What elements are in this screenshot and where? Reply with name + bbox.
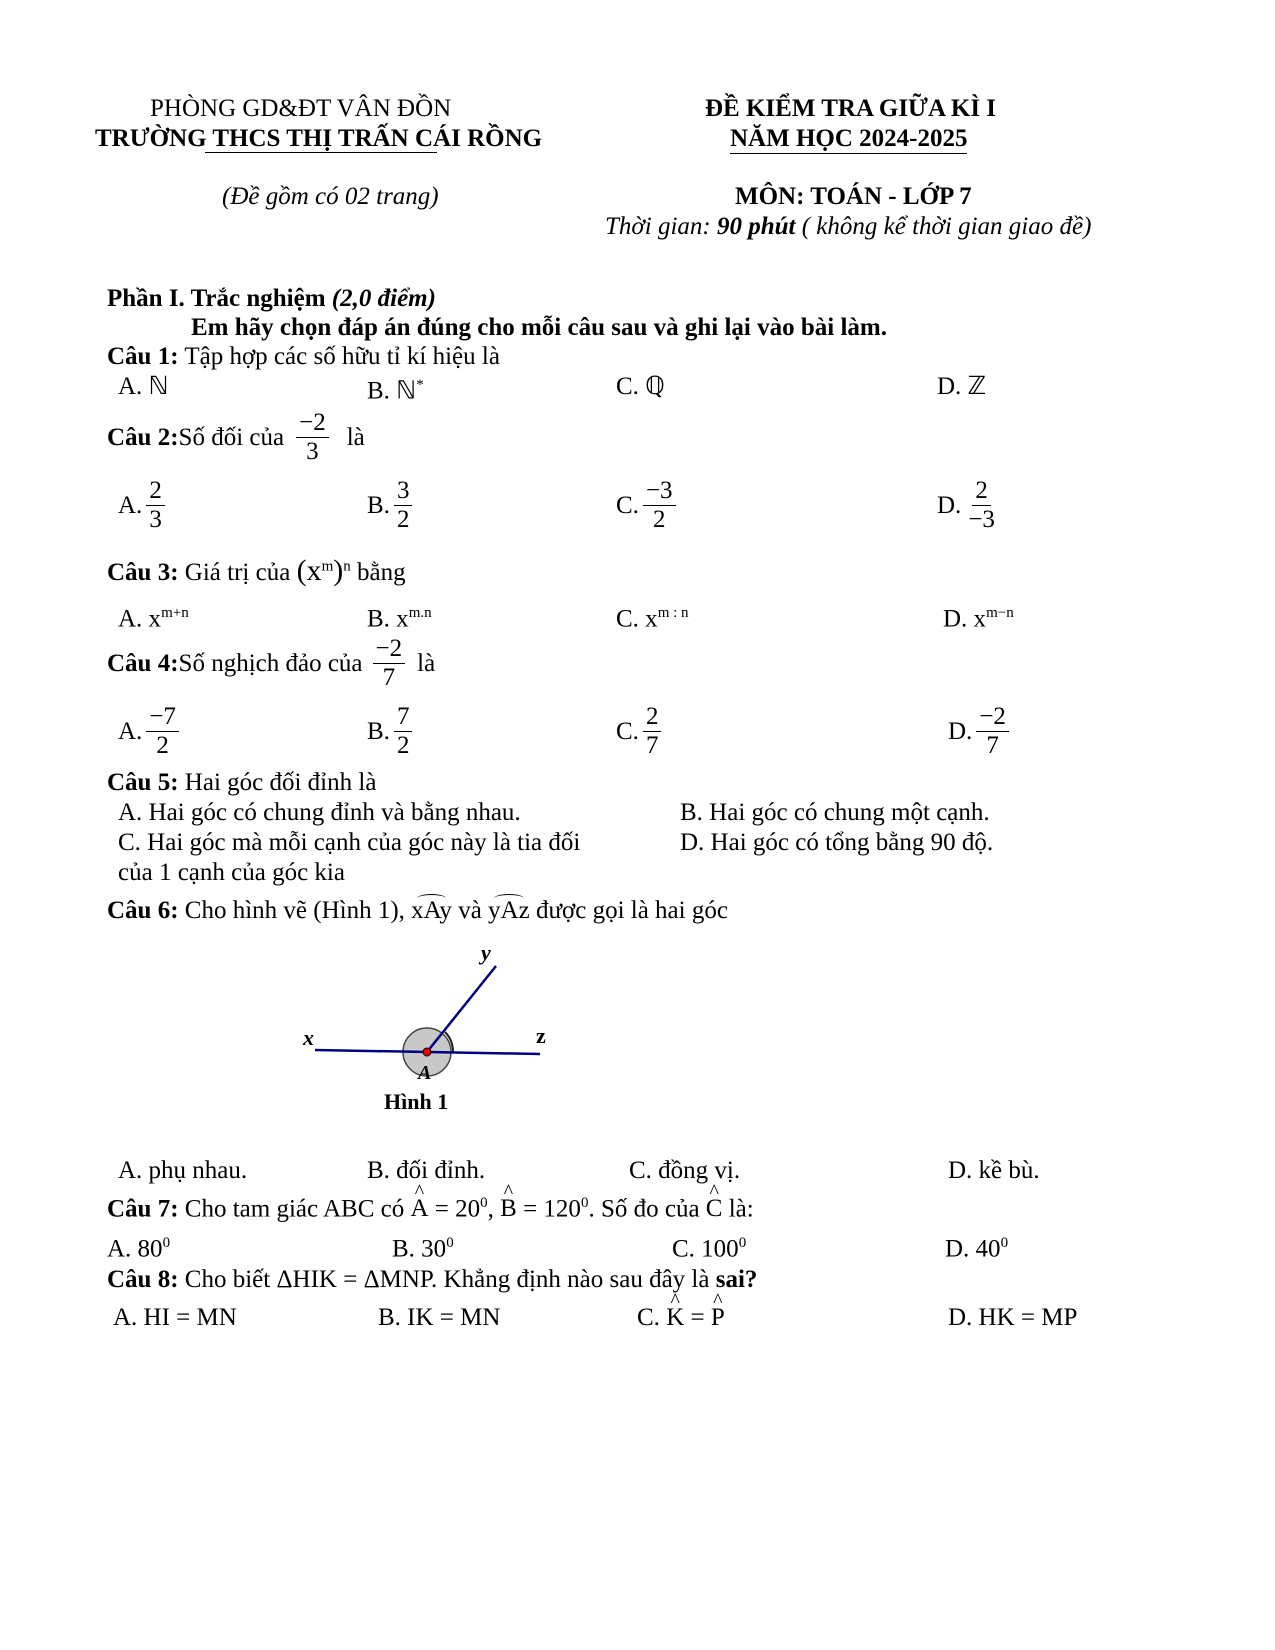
q4-frac-den: 7	[382, 664, 396, 692]
q7-option-c	[672, 1236, 746, 1261]
q7-eq-a: = 20	[428, 1195, 481, 1223]
q7-text: Cho tam giác ABC có	[178, 1195, 411, 1223]
q1-option-a: A. ℕ	[118, 373, 169, 400]
q3-d-sup: m−n	[986, 605, 1014, 621]
q7-a-text: A. 80	[107, 1235, 163, 1263]
q7-mid: . Số đo của	[588, 1195, 706, 1223]
q3-a-text: A. x	[118, 605, 162, 633]
q5-option-a: A. Hai góc có chung đỉnh và bằng nhau.	[118, 799, 521, 826]
q3-expr-n: n	[343, 558, 351, 575]
q2-b-frac	[394, 478, 413, 534]
q4-option-b	[367, 704, 416, 760]
q4-c-frac	[643, 704, 662, 760]
time-value: 90 phút	[716, 213, 796, 240]
question-1	[107, 344, 500, 369]
question-5	[107, 770, 376, 795]
q8-option-a: A. HI = MN	[113, 1304, 237, 1331]
q4-d-frac	[976, 704, 1009, 760]
q4-option-c	[616, 704, 665, 760]
ray-ay	[427, 966, 496, 1052]
q1-option-c: C. ℚ	[616, 373, 665, 400]
q2-d-den: −3	[968, 506, 995, 534]
q4-a-frac	[146, 704, 179, 760]
q3-tail: bằng	[350, 559, 406, 586]
q5-label: Câu 5:	[107, 769, 179, 796]
q2-d-num: 2	[972, 478, 991, 506]
q4-c-label: C.	[616, 718, 639, 746]
q7-d-deg: 0	[1000, 1235, 1009, 1251]
q7-deg-a: 0	[480, 1195, 488, 1211]
part1-points: (2,0 điểm)	[331, 285, 436, 312]
label-x: x	[303, 1025, 314, 1050]
label-a: A	[418, 1062, 432, 1084]
part1-title-text: Phần I. Trắc nghiệm	[107, 285, 332, 312]
q7-angle-a: ^ A	[410, 1196, 428, 1221]
q1-b-text: B. ℕ	[367, 377, 417, 405]
q8-option-d: D. HK = MP	[948, 1304, 1078, 1331]
q2-label: Câu 2:	[107, 424, 179, 452]
q4-d-den: 7	[986, 732, 999, 760]
q7-tail: là:	[722, 1195, 754, 1223]
q7-sep: ,	[487, 1195, 501, 1223]
q4-a-num: −7	[146, 704, 179, 732]
q7-b-text: B. 30	[392, 1235, 447, 1263]
q4-a-den: 2	[156, 732, 169, 760]
q3-option-a	[118, 606, 189, 631]
q2-b-label: B.	[367, 492, 390, 520]
q3-text: Giá trị của	[178, 559, 297, 586]
q4-d-label: D.	[948, 718, 973, 746]
label-z: z	[536, 1023, 546, 1048]
q2-c-num: −3	[643, 478, 676, 506]
q4-fraction	[373, 636, 406, 692]
figure-caption: Hình 1	[384, 1089, 449, 1114]
q3-d-text: D. x	[943, 605, 987, 633]
q7-eq-b: = 120	[516, 1195, 581, 1223]
subject: MÔN: TOÁN - LỚP 7	[735, 183, 972, 210]
q3-expr-m: m	[321, 558, 334, 575]
q6-text: Cho hình vẽ (Hình 1),	[178, 897, 412, 924]
q2-option-a	[118, 478, 169, 534]
part1-title	[107, 286, 436, 311]
point-a	[423, 1048, 431, 1056]
q3-option-d	[943, 606, 1014, 631]
q4-b-den: 2	[396, 732, 410, 760]
q6-tail: được gọi là hai góc	[529, 897, 728, 924]
q7-angle-c: ^ C	[706, 1196, 723, 1221]
q4-d-num: −2	[976, 704, 1009, 732]
q8-label: Câu 8:	[107, 1266, 179, 1293]
q3-c-text: C. x	[616, 605, 658, 633]
q3-expr: (x	[296, 554, 322, 587]
q4-option-d	[948, 704, 1013, 760]
time-prefix: Thời gian:	[605, 213, 717, 240]
exam-title: ĐỀ KIỂM TRA GIỮA KÌ I	[705, 95, 997, 122]
q6-angle-xay: xAy	[411, 897, 452, 924]
school-name	[95, 126, 542, 151]
q3-expr-close: )	[333, 554, 344, 587]
q7-c-deg: 0	[738, 1235, 747, 1251]
q2-b-num: 3	[394, 478, 413, 506]
q8-c-angle-p: ^ P	[711, 1305, 725, 1330]
q1-option-b	[367, 378, 424, 403]
q4-label: Câu 4:	[107, 650, 179, 678]
time-suffix: ( không kể thời gian giao đề)	[795, 213, 1092, 240]
question-7	[107, 1196, 754, 1221]
q2-b-den: 2	[396, 506, 410, 534]
time-info	[605, 214, 1091, 239]
q2-a-num: 2	[146, 478, 165, 506]
q3-b-text: B. x	[367, 605, 409, 633]
q3-a-sup: m+n	[161, 605, 189, 621]
q2-option-c	[616, 478, 680, 534]
q2-d-label: D.	[937, 492, 962, 520]
q2-c-label: C.	[616, 492, 639, 520]
q2-a-frac	[146, 478, 165, 534]
q1-text: Tập hợp các số hữu tỉ kí hiệu là	[178, 343, 500, 370]
q4-option-a	[118, 704, 183, 760]
q3-c-sup: m : n	[657, 605, 689, 621]
q2-frac-den: 3	[306, 438, 319, 466]
q4-text: Số nghịch đảo của	[178, 650, 363, 678]
q1-label: Câu 1:	[107, 343, 179, 370]
q4-frac-num: −2	[373, 636, 406, 664]
q8-c-pre: C.	[637, 1304, 667, 1331]
figure-1	[290, 935, 570, 1135]
q2-text: Số đối của	[178, 424, 285, 452]
q7-c-text: C. 100	[672, 1235, 739, 1263]
q5-option-d: D. Hai góc có tổng bằng 90 độ.	[680, 829, 994, 856]
q8-c-eq: =	[684, 1304, 711, 1331]
q5-option-c-line2: của 1 cạnh của góc kia	[118, 859, 345, 886]
school-year: NĂM HỌC 2024-2025	[730, 125, 968, 152]
q7-option-b	[392, 1236, 454, 1261]
department-name: PHÒNG GD&ĐT VÂN ĐỒN	[150, 95, 452, 122]
q2-tail: là	[346, 424, 365, 452]
q4-b-num: 7	[394, 704, 413, 732]
q2-a-den: 3	[149, 506, 162, 534]
q1-option-d: D. ℤ	[937, 373, 987, 400]
q6-option-d: D. kề bù.	[948, 1157, 1040, 1184]
q7-b-deg: 0	[446, 1235, 454, 1251]
question-6	[107, 898, 728, 923]
q3-option-b	[367, 606, 432, 631]
school-name-text: TRƯỜNG THCS THỊ TRẤN CÁI RỒNG	[95, 125, 543, 152]
q5-text: Hai góc đối đỉnh là	[178, 769, 377, 796]
q2-d-frac	[965, 478, 998, 534]
q2-c-frac	[643, 478, 676, 534]
q7-a-deg: 0	[162, 1235, 171, 1251]
q2-option-b	[367, 478, 416, 534]
q4-a-label: A.	[118, 718, 143, 746]
q4-tail: là	[417, 650, 436, 678]
q3-label: Câu 3:	[107, 559, 179, 586]
question-8	[107, 1267, 757, 1292]
q5-option-c-line1: C. Hai góc mà mỗi cạnh của góc này là tia đối	[118, 829, 581, 856]
q8-sai: sai?	[715, 1266, 758, 1293]
q2-c-den: 2	[652, 506, 666, 534]
q4-b-frac	[394, 704, 413, 760]
q3-option-c	[616, 606, 689, 631]
q8-option-b: B. IK = MN	[378, 1304, 501, 1331]
q7-option-a	[107, 1236, 170, 1261]
q2-a-label: A.	[118, 492, 143, 520]
q7-option-d	[945, 1236, 1008, 1261]
q8-c-angle-k: ^ K	[666, 1305, 684, 1330]
label-y: y	[481, 940, 491, 965]
question-4	[107, 636, 435, 692]
q6-option-b: B. đối đỉnh.	[367, 1157, 486, 1184]
q8-option-c	[637, 1305, 725, 1330]
q7-angle-b: ^ B	[500, 1196, 517, 1221]
q6-angle-yaz: yAz	[488, 897, 530, 924]
q8-text: Cho biết ΔHIK = ΔMNP. Khẳng định nào sau đây là	[178, 1266, 716, 1293]
q6-label: Câu 6:	[107, 897, 179, 924]
q2-option-d	[937, 478, 1002, 534]
q7-d-text: D. 40	[945, 1235, 1001, 1263]
q2-frac-num: −2	[296, 410, 329, 438]
q4-b-label: B.	[367, 718, 390, 746]
question-3	[107, 556, 406, 586]
q2-fraction	[296, 410, 329, 466]
school-underline	[205, 152, 437, 153]
q6-option-c: C. đồng vị.	[629, 1157, 741, 1184]
q4-c-den: 7	[645, 732, 659, 760]
q7-deg-b: 0	[580, 1195, 589, 1211]
question-2	[107, 410, 365, 466]
q6-option-a: A. phụ nhau.	[118, 1157, 248, 1184]
q5-option-b: B. Hai góc có chung một cạnh.	[680, 799, 990, 826]
q6-mid: và	[451, 897, 489, 924]
part1-instruction: Em hãy chọn đáp án đúng cho mỗi câu sau và ghi lại vào bài làm.	[191, 314, 887, 341]
q3-b-sup: m.n	[408, 605, 432, 621]
q7-label: Câu 7:	[107, 1195, 179, 1223]
q1-b-sup: *	[416, 377, 424, 393]
pages-note: (Đề gồm có 02 trang)	[222, 183, 439, 210]
q4-c-num: 2	[643, 704, 662, 732]
